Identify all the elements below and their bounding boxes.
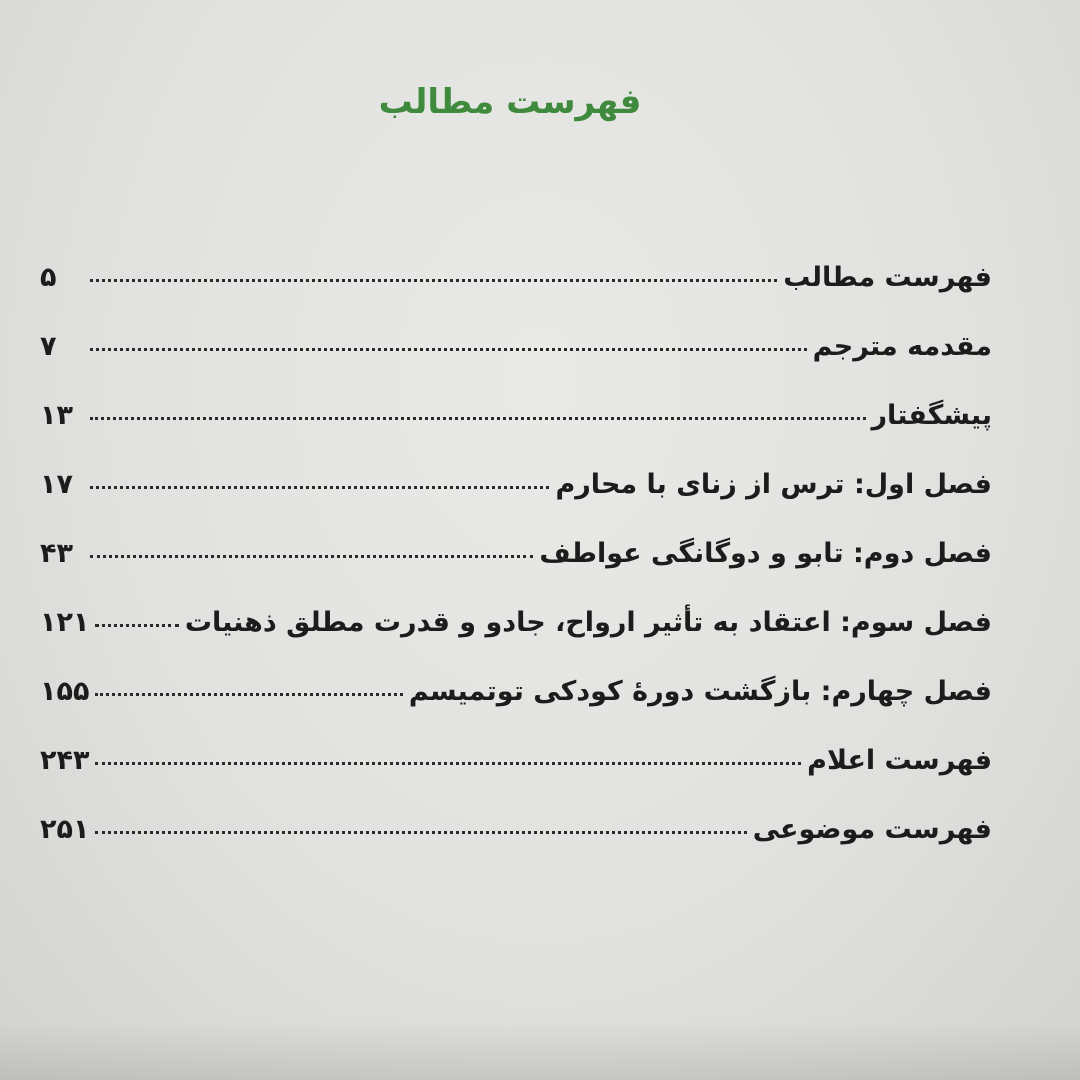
toc-entry-page: ۲۴۳ <box>40 745 90 776</box>
toc-entry-label: فصل سوم: اعتقاد به تأثیر ارواح، جادو و قدرت مطلق ذهنیات <box>184 607 992 638</box>
toc-entry-page: ۴۳ <box>40 538 73 569</box>
toc-entry-page: ۱۲۱ <box>40 607 90 638</box>
toc-entry-label: فهرست موضوعی <box>752 814 992 845</box>
dot-leader <box>90 279 777 282</box>
toc-entry-label: فصل اول: ترس از زنای با محارم <box>555 469 992 500</box>
dot-leader <box>95 693 402 696</box>
toc-entry-label: فصل دوم: تابو و دوگانگی عواطف <box>539 538 992 569</box>
toc-entry <box>40 676 992 745</box>
dot-leader <box>95 762 801 765</box>
toc-entry-page: ۱۷ <box>40 469 73 500</box>
toc-entry <box>40 262 992 331</box>
dot-leader <box>95 624 178 627</box>
toc-entry-label: مقدمه مترجم <box>812 331 992 362</box>
toc-entry-label: فصل چهارم: بازگشت دورهٔ کودکی توتمیسم <box>408 676 992 707</box>
toc-entry-page: ۵ <box>40 262 57 293</box>
toc-entry-page: ۱۵۵ <box>40 676 90 707</box>
page-title: فهرست مطالب <box>378 82 642 122</box>
dot-leader <box>90 555 533 558</box>
toc-entry <box>40 469 992 538</box>
toc-entry <box>40 400 992 469</box>
toc-entry <box>40 331 992 400</box>
table-of-contents <box>40 262 992 883</box>
toc-entry-label: فهرست اعلام <box>807 745 992 776</box>
toc-entry <box>40 814 992 883</box>
dot-leader <box>90 486 549 489</box>
toc-entry <box>40 745 992 814</box>
dot-leader <box>90 348 807 351</box>
toc-entry-label: فهرست مطالب <box>783 262 992 293</box>
toc-entry-page: ۷ <box>40 331 57 362</box>
dot-leader <box>90 417 866 420</box>
dot-leader <box>95 831 746 834</box>
toc-entry-label: پیشگفتار <box>871 400 992 431</box>
toc-entry-page: ۲۵۱ <box>40 814 90 845</box>
toc-entry <box>40 538 992 607</box>
toc-entry <box>40 607 992 676</box>
toc-entry-page: ۱۳ <box>40 400 73 431</box>
